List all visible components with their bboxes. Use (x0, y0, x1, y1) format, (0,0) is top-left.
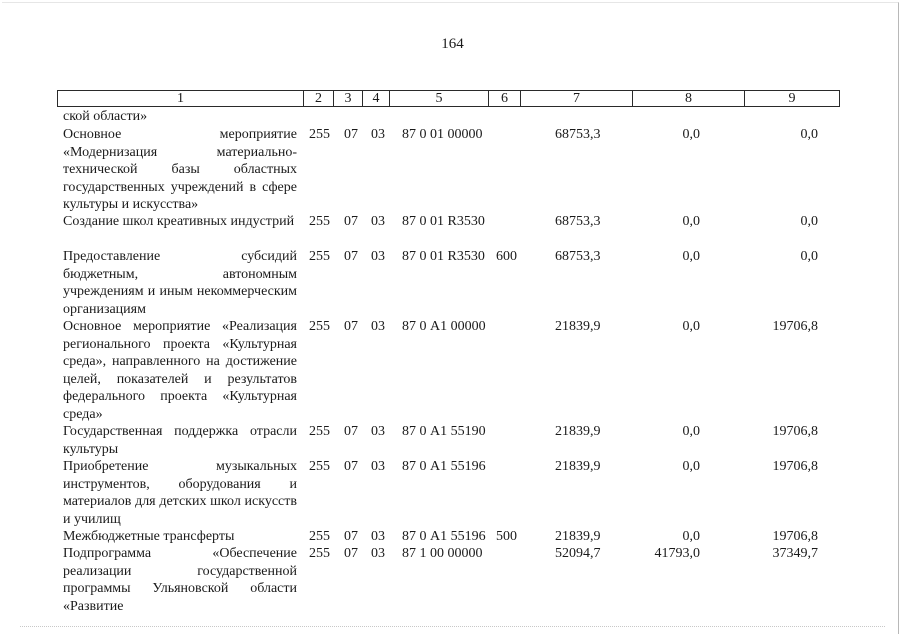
row-cell-4: 03 (371, 127, 385, 142)
row-cell-8: 0,0 (682, 459, 700, 474)
header-col-3: 3 (334, 91, 363, 106)
page-number: 164 (441, 36, 464, 52)
row-cell-7: 52094,7 (555, 546, 601, 561)
row-cell-8: 0,0 (682, 127, 700, 142)
row-cell-9: 19706,8 (772, 529, 818, 544)
row-cell-3: 07 (344, 249, 358, 264)
header-col-5: 5 (390, 91, 489, 106)
row-cell-8: 0,0 (682, 319, 700, 334)
row-name: Основное мероприятие «Реализация регионального проекта «Культурная среда», направленного на достижение целей, показателей и результатов федерального проекта «Культурная среда» (63, 319, 297, 422)
row-cell-2: 255 (309, 459, 330, 474)
row-name: Создание школ креативных индустрий (63, 214, 295, 229)
row-cell-5: 87 1 00 00000 (402, 546, 483, 561)
row-name: Государственная поддержка отрасли культуры (63, 424, 297, 457)
row-cell-8: 0,0 (682, 424, 700, 439)
row-cell-5: 87 0 А1 00000 (402, 319, 486, 334)
row-cell-2: 255 (309, 424, 330, 439)
row-name: Приобретение музыкальных инструментов, оборудования и материалов для детских школ искусств и училищ (63, 459, 297, 527)
row-name: Межбюджетные трансферты (63, 529, 235, 544)
row-cell-9: 0,0 (800, 127, 818, 142)
row-cell-3: 07 (344, 424, 358, 439)
row-cell-4: 03 (371, 459, 385, 474)
row-cell-5: 87 0 01 R3530 (402, 249, 485, 264)
row-cell-4: 03 (371, 214, 385, 229)
row-cell-8: 0,0 (682, 529, 700, 544)
row-cell-9: 0,0 (800, 249, 818, 264)
row-cell-4: 03 (371, 319, 385, 334)
row-cell-7: 21839,9 (555, 529, 601, 544)
header-col-4: 4 (363, 91, 390, 106)
row-cell-2: 255 (309, 319, 330, 334)
row-cell-7: 21839,9 (555, 424, 601, 439)
row-cell-4: 03 (371, 424, 385, 439)
row-name: Основное мероприятие «Модернизация материально-технической базы областных государственных учреждений в сфере культуры и искусства» (63, 127, 297, 212)
header-col-6: 6 (489, 91, 521, 106)
row-name: Предоставление субсидий бюджетным, автономным учреждениям и иным некоммерческим организациям (63, 249, 297, 317)
row-cell-2: 255 (309, 546, 330, 561)
row-cell-2: 255 (309, 529, 330, 544)
row-cell-2: 255 (309, 249, 330, 264)
row-cell-5: 87 0 А1 55196 (402, 529, 486, 544)
scan-edge-line (20, 626, 885, 629)
row-cell-5: 87 0 01 00000 (402, 127, 483, 142)
header-col-1: 1 (58, 91, 304, 106)
row-cell-8: 41793,0 (654, 546, 700, 561)
row-cell-6: 500 (496, 529, 517, 544)
row-cell-7: 21839,9 (555, 319, 601, 334)
header-col-9: 9 (788, 91, 796, 106)
header-col-7: 7 (521, 91, 633, 106)
row-cell-9: 19706,8 (772, 459, 818, 474)
row-cell-3: 07 (344, 214, 358, 229)
row-cell-3: 07 (344, 546, 358, 561)
row-cell-8: 0,0 (682, 214, 700, 229)
row-cell-3: 07 (344, 319, 358, 334)
row-cell-4: 03 (371, 249, 385, 264)
row-cell-5: 87 0 А1 55196 (402, 459, 486, 474)
row-cell-3: 07 (344, 459, 358, 474)
carry-over-line: ской области» (63, 109, 148, 124)
row-cell-7: 68753,3 (555, 249, 601, 264)
row-cell-2: 255 (309, 214, 330, 229)
row-cell-9: 0,0 (800, 214, 818, 229)
header-col-8: 8 (633, 91, 745, 106)
row-cell-4: 03 (371, 529, 385, 544)
row-cell-5: 87 0 А1 55190 (402, 424, 486, 439)
row-cell-5: 87 0 01 R3530 (402, 214, 485, 229)
row-cell-7: 21839,9 (555, 459, 601, 474)
row-name: Подпрограмма «Обеспечение реализации государственной программы Ульяновской области «Развитие (63, 546, 297, 614)
row-cell-6: 600 (496, 249, 517, 264)
row-cell-9: 37349,7 (772, 546, 818, 561)
row-cell-2: 255 (309, 127, 330, 142)
row-cell-3: 07 (344, 529, 358, 544)
row-cell-7: 68753,3 (555, 214, 601, 229)
row-cell-9: 19706,8 (772, 319, 818, 334)
row-cell-4: 03 (371, 546, 385, 561)
row-cell-8: 0,0 (682, 249, 700, 264)
row-cell-9: 19706,8 (772, 424, 818, 439)
table-header (57, 90, 840, 107)
header-col-2: 2 (304, 91, 334, 106)
row-cell-7: 68753,3 (555, 127, 601, 142)
row-cell-3: 07 (344, 127, 358, 142)
